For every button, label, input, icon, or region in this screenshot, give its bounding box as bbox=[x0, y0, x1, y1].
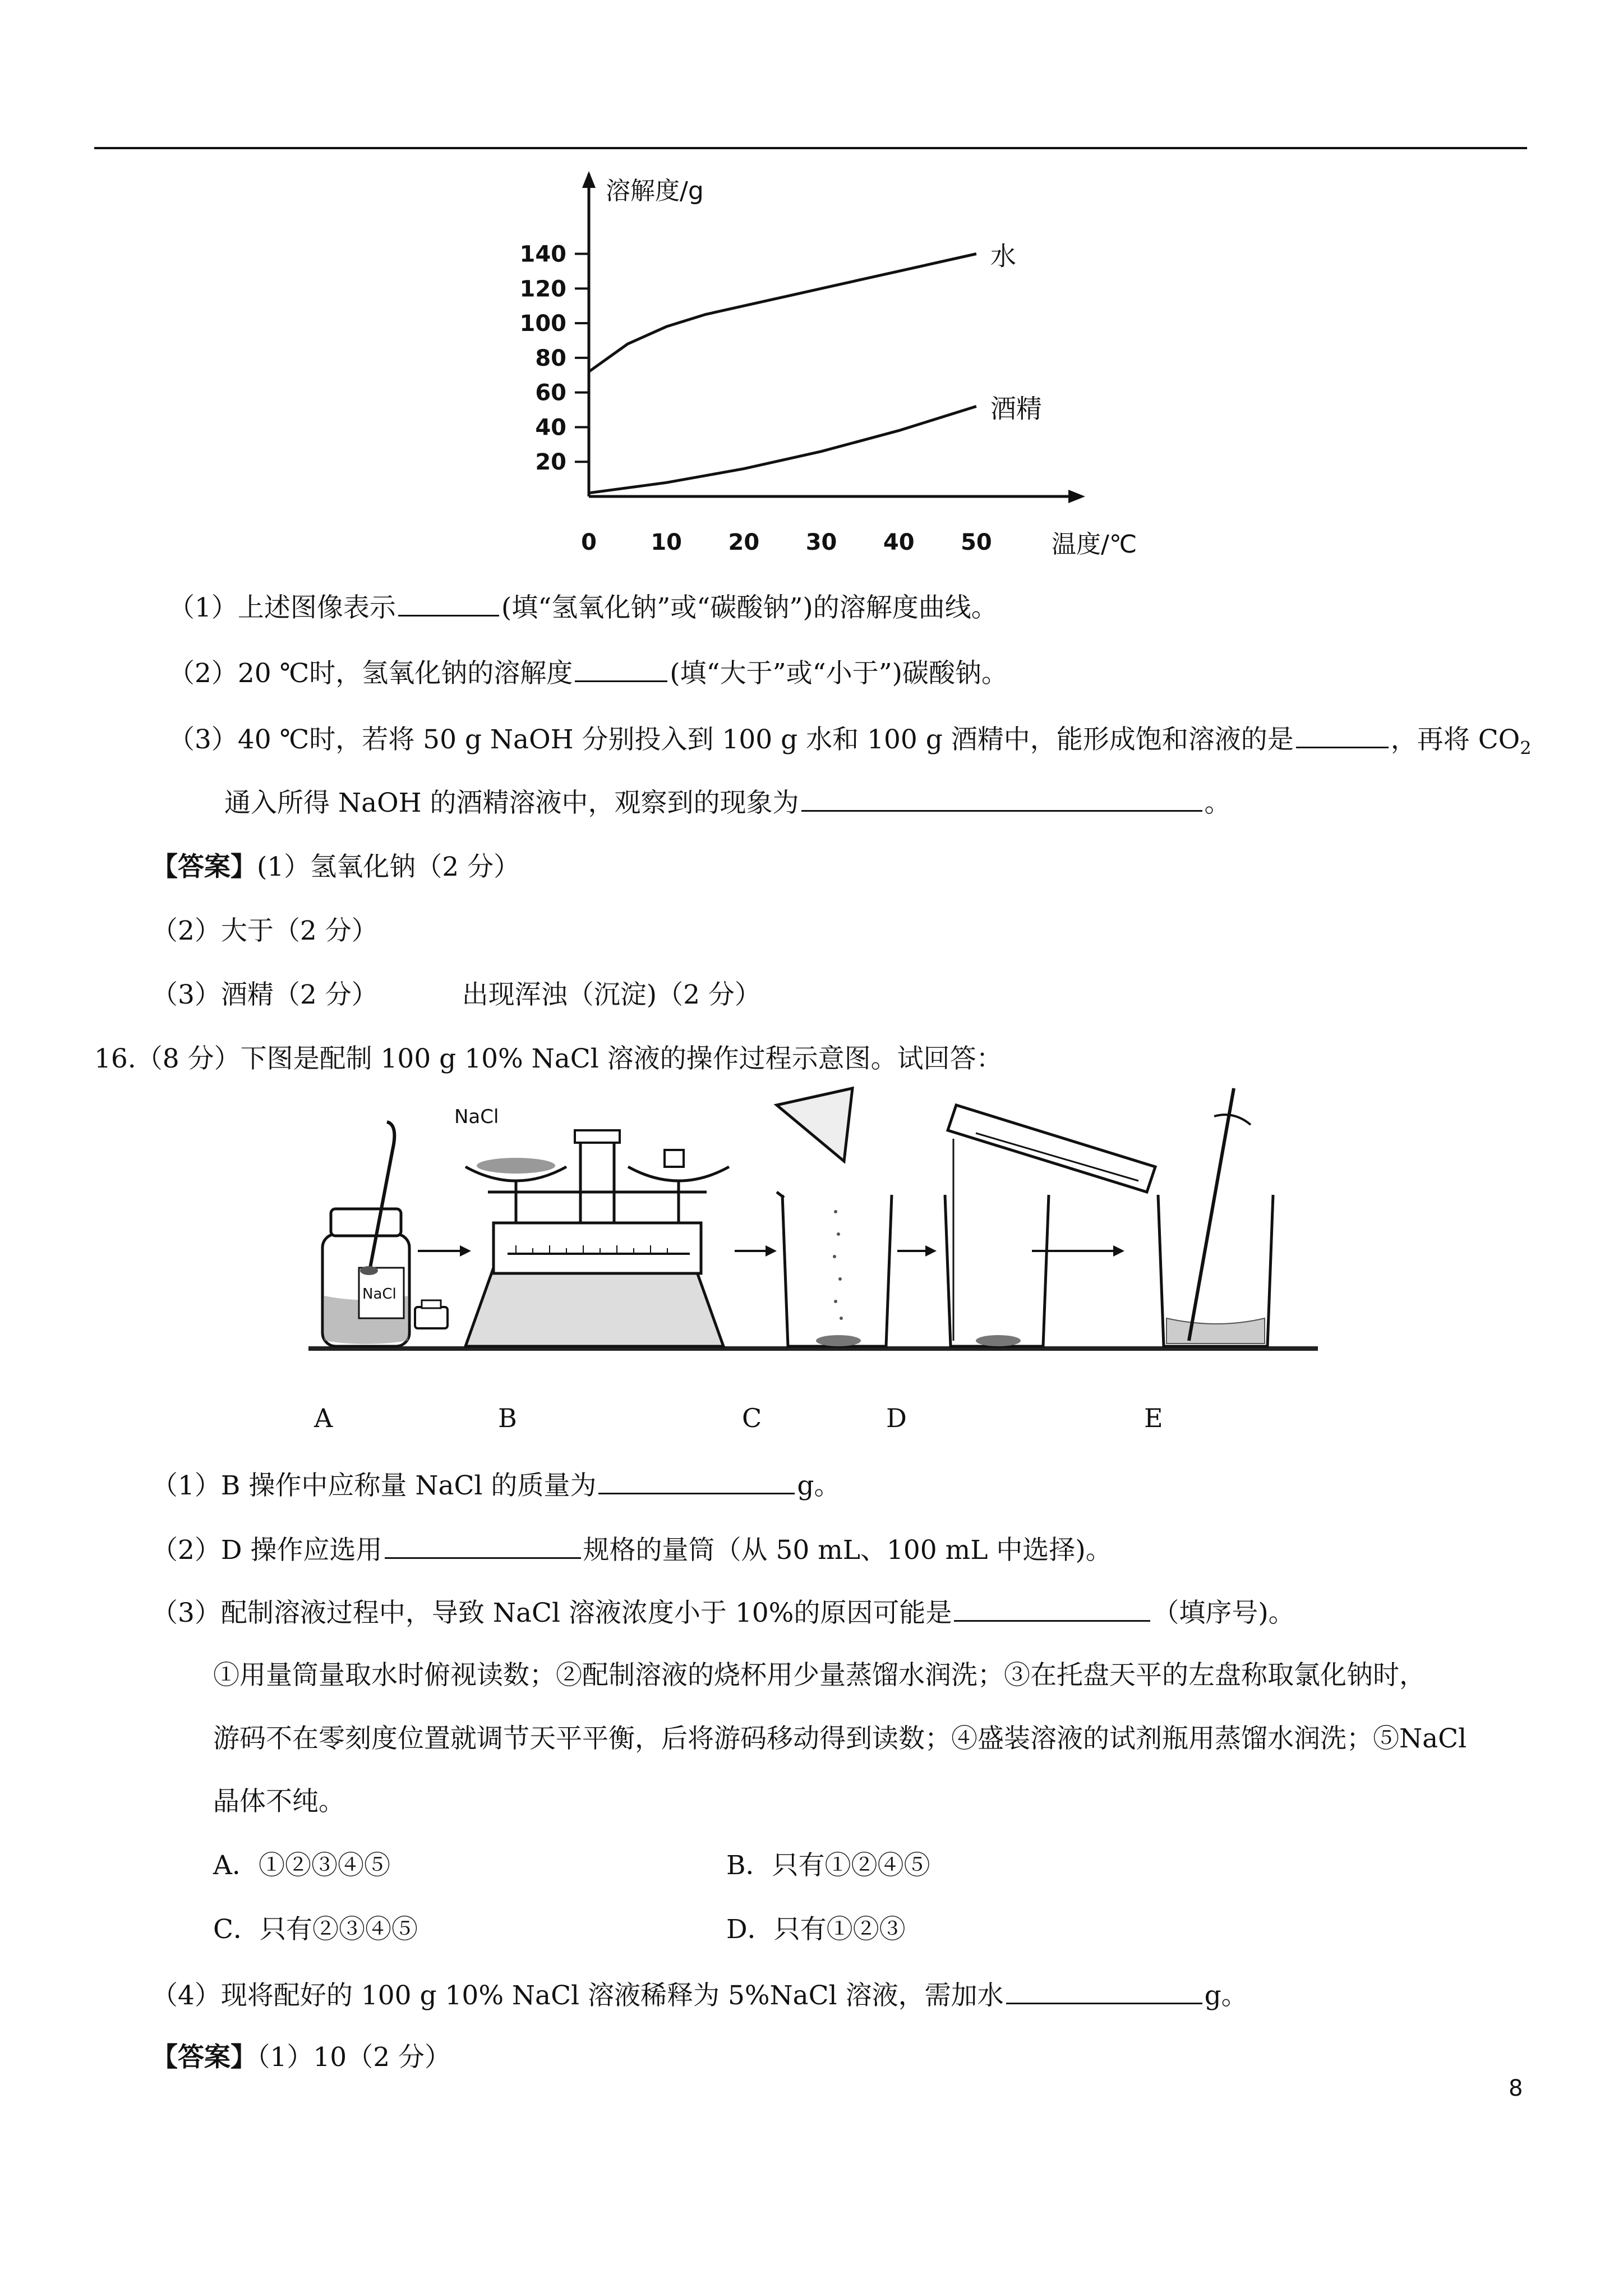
x-tick-label: 50 bbox=[961, 530, 992, 555]
x-tick-label: 40 bbox=[883, 530, 915, 555]
y-tick-label: 120 bbox=[519, 276, 566, 302]
q15-blank2[interactable] bbox=[575, 655, 667, 682]
arrow-c-d bbox=[897, 1245, 937, 1257]
fig-label-b: B bbox=[498, 1403, 517, 1433]
x-tick-label: 30 bbox=[805, 530, 837, 555]
y-tick-label: 40 bbox=[535, 415, 566, 441]
q16-part2: （2）D 操作应选用 规格的量筒（从 50 mL、100 mL 中选择)。 bbox=[151, 1531, 1112, 1567]
y-tick-label: 20 bbox=[535, 449, 566, 476]
q15-part3: （3）40 ℃时，若将 50 g NaOH 分别投入到 100 g 水和 100 g 酒精中，能形成饱和溶液的是 ，再将 $CO_2$ bbox=[168, 721, 1532, 765]
q15-answer3: （3）酒精（2 分） 出现浑浊（沉淀)（2 分） bbox=[151, 979, 761, 1010]
x-axis-label: 温度/℃ bbox=[1052, 530, 1137, 559]
q16-part1: （1）B 操作中应称量 NaCl 的质量为 g。 bbox=[151, 1467, 841, 1503]
q15-part2: （2）20 ℃时，氢氧化钠的溶解度 (填“大于”或“小于”)碳酸钠。 bbox=[168, 655, 1008, 691]
y-tick-label: 100 bbox=[519, 311, 566, 337]
y-axis-label: 溶解度/g bbox=[606, 177, 704, 205]
balance bbox=[454, 1106, 729, 1346]
q16-part3-line3: 晶体不纯。 bbox=[213, 1786, 345, 1817]
q16-option-d[interactable]: D．只有①②③ bbox=[726, 1914, 906, 1945]
q16-part3-line2: 游码不在零刻度位置就调节天平平衡，后将游码移动得到读数；④盛装溶液的试剂瓶用蒸馏水润洗；⑤NaCl bbox=[213, 1723, 1467, 1754]
fig-label-a: A bbox=[314, 1403, 333, 1433]
reagent-jar bbox=[322, 1122, 409, 1346]
q15-part1: （1）上述图像表示 (填“氢氧化钠”或“碳酸钠”)的溶解度曲线。 bbox=[168, 589, 998, 625]
q15-blank1[interactable] bbox=[398, 589, 499, 616]
fig-label-d: D bbox=[886, 1403, 907, 1433]
x-tick-label: 20 bbox=[728, 530, 760, 555]
q16-option-c[interactable]: C．只有②③④⑤ bbox=[213, 1914, 418, 1945]
scale-label: NaCl bbox=[454, 1106, 499, 1128]
q16-option-b[interactable]: B．只有①②④⑤ bbox=[726, 1850, 930, 1881]
weights-box bbox=[415, 1307, 448, 1328]
header-rule bbox=[94, 147, 1527, 149]
q15-part3-cont: 通入所得 NaOH 的酒精溶液中，观察到的现象为 。 bbox=[224, 784, 1231, 820]
arrow-b-c bbox=[735, 1245, 777, 1257]
q16-part4: （4）现将配好的 100 g 10% NaCl 溶液稀释为 5%NaCl 溶液，需加水 g。 bbox=[151, 1977, 1248, 2013]
y-tick-label: 80 bbox=[535, 345, 566, 371]
jar-label: NaCl bbox=[362, 1286, 396, 1303]
series-label: 酒精 bbox=[990, 393, 1042, 424]
q16-answer1: 【答案】（1）10（2 分） bbox=[151, 2042, 451, 2073]
q16-part3: （3）配制溶液过程中，导致 NaCl 溶液浓度小于 10%的原因可能是 （填序号)。 bbox=[151, 1594, 1295, 1630]
apparatus-figure bbox=[303, 1083, 1335, 1358]
y-tick-label: 140 bbox=[519, 241, 566, 268]
q15-blank3[interactable] bbox=[1296, 721, 1389, 748]
q16-blank4[interactable] bbox=[1006, 1977, 1202, 2004]
q15-blank4[interactable] bbox=[801, 784, 1202, 812]
fig-label-c: C bbox=[742, 1403, 762, 1433]
series-label: 水 bbox=[990, 241, 1016, 272]
series-line-alcohol bbox=[589, 406, 976, 493]
arrow-a-b bbox=[418, 1245, 471, 1257]
q16-blank1[interactable] bbox=[598, 1467, 795, 1494]
beaker-e bbox=[1158, 1088, 1273, 1346]
page-number: 8 bbox=[1509, 2076, 1523, 2101]
beaker-d bbox=[945, 1105, 1155, 1346]
q16-part3-line1: ①用量筒量取水时俯视读数；②配制溶液的烧杯用少量蒸馏水润洗；③在托盘天平的左盘称取氯化钠时， bbox=[213, 1660, 1426, 1691]
beaker-c bbox=[777, 1088, 892, 1346]
q16-blank2[interactable] bbox=[385, 1531, 581, 1559]
x-axis-arrow bbox=[1068, 490, 1085, 503]
q16-option-a[interactable]: A．①②③④⑤ bbox=[213, 1850, 390, 1881]
y-tick-label: 60 bbox=[535, 380, 566, 406]
x-tick-label: 10 bbox=[651, 530, 683, 555]
fig-label-e: E bbox=[1144, 1403, 1163, 1433]
q16-blank3[interactable] bbox=[954, 1594, 1150, 1622]
series-line-water bbox=[589, 254, 976, 372]
q15-answer1: 【答案】(1）氢氧化钠（2 分） bbox=[151, 852, 520, 882]
q16-title: 16.（8 分）下图是配制 100 g 10% NaCl 溶液的操作过程示意图。试回答： bbox=[94, 1043, 1003, 1074]
x-tick-label: 0 bbox=[581, 530, 597, 555]
solubility-chart bbox=[494, 151, 1137, 567]
q15-answer2: （2）大于（2 分） bbox=[151, 915, 378, 946]
y-axis-arrow bbox=[582, 171, 596, 188]
